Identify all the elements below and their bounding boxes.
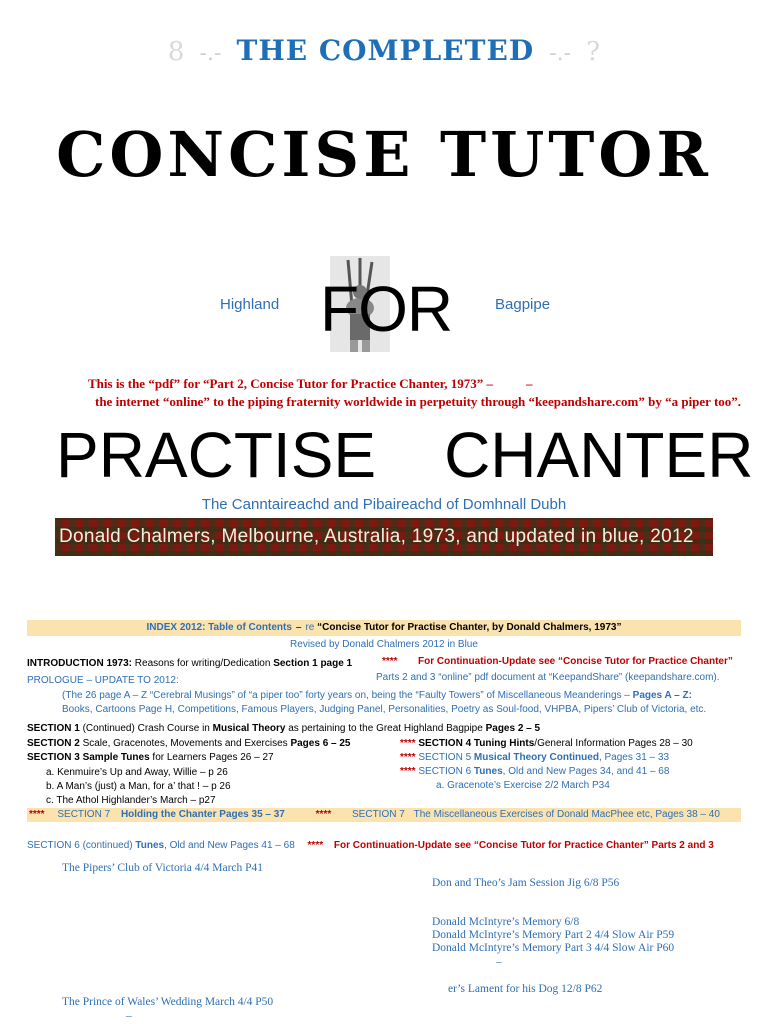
toc-section-5 (400, 752, 669, 763)
tune-mcintyre-3: Donald McIntyre’s Memory Part 3 4/4 Slow Air P60 (432, 942, 675, 954)
toc-s7a-label: SECTION 7 (57, 809, 111, 820)
highland-word: Highland (220, 296, 280, 313)
toc-s3-text: for Learners Pages 26 – 27 (149, 752, 274, 763)
index-re: re (305, 622, 315, 633)
toc-s6b-bold: Tunes (135, 840, 165, 851)
tune-dash-2: – (126, 1010, 132, 1022)
toc-s3-bold: Sample Tunes (79, 752, 150, 763)
toc-s6-label: SECTION 6 (418, 766, 472, 777)
toc-section-7-row (27, 808, 741, 822)
toc-intro-section: Section 1 page 1 (273, 658, 353, 669)
top-title: THE COMPLETED (236, 34, 535, 67)
tune-dash-1: – (496, 956, 502, 968)
toc-s5-label: SECTION 5 (418, 752, 472, 763)
toc-prologue: PROLOGUE – UPDATE TO 2012: (27, 675, 179, 686)
toc-item-c: c. The Athol Highlander’s March – p27 (46, 795, 216, 806)
toc-stars-7b: **** (315, 809, 332, 820)
chanter-subtitle: The Canntaireachd and Pibaireachd of Domhnall Dubh (201, 496, 567, 513)
bagpipe-word: Bagpipe (495, 296, 551, 313)
index-title: “Concise Tutor for Practise Chanter, by Donald Chalmers, 1973” (317, 622, 622, 633)
toc-s4-bold: Tuning Hints (471, 738, 535, 749)
index-header (27, 620, 741, 636)
toc-s6b-text: , Old and New Pages 41 – 68 (164, 840, 295, 851)
intro-note-line1-end: – (526, 376, 533, 391)
toc-prologue-line2: Books, Cartoons Page H, Competitions, Famous Players, Judging Panel, Personalities, Poetry as Soul-food, VHPBA, Pipers’ Club of Victoria, etc. (62, 704, 707, 715)
author-banner (55, 518, 713, 556)
toc-s3-label: SECTION 3 (27, 752, 80, 763)
toc-stars-1: **** (382, 656, 398, 667)
toc-section-6-continued (27, 840, 714, 851)
toc-prologue-text1: (The 26 page A – Z “Cerebral Musings” of “a piper too” forty years on, being the “Faulty Towers” of Miscellaneous Meanderings – (62, 690, 633, 701)
index-revised: Revised by Donald Chalmers 2012 in Blue (290, 639, 478, 650)
toc-s7a-bold: Holding the Chanter Pages 35 – 37 (120, 809, 285, 820)
left-separator: -.- (199, 41, 222, 66)
toc-s1-text-a: (Continued) Crash Course in (79, 723, 213, 734)
toc-item-b: b. A Man’s (just) a Man, for a’ that ! – p 26 (46, 781, 231, 792)
toc-s2-label: SECTION 2 (27, 738, 80, 749)
toc-section-6 (400, 766, 669, 777)
intro-note-line2: the internet “online” to the piping fraternity worldwide in perpetuity through “keepandshare.com” by “a piper too”. (95, 394, 742, 409)
toc-item-a: a. Kenmuire’s Up and Away, Willie – p 26 (46, 767, 228, 778)
for-word: FOR (320, 273, 453, 345)
toc-s6-text: , Old and New Pages 34, and 41 – 68 (502, 766, 670, 777)
toc-intro-label: INTRODUCTION 1973: (27, 658, 133, 669)
toc-s4-text: /General Information Pages 28 – 30 (534, 738, 693, 749)
toc-s5-text: , Pages 31 – 33 (598, 752, 670, 763)
chanter-word-1: PRACTISE (56, 419, 377, 491)
toc-section-2 (27, 738, 351, 749)
toc-stars-4: **** (400, 738, 416, 749)
tune-jam-session: Don and Theo’s Jam Session Jig 6/8 P56 (432, 877, 620, 889)
toc-s4-label: SECTION 4 (418, 738, 472, 749)
toc-section-3 (27, 752, 274, 763)
toc-s7b-bold: The Miscellaneous Exercises (413, 809, 544, 820)
toc-intro-text: Reasons for writing/Dedication (132, 658, 274, 669)
toc-s6b-cont: (continued) (79, 840, 136, 851)
right-separator: -.- (549, 41, 572, 66)
tune-prince-wales: The Prince of Wales’ Wedding March 4/4 P50 (62, 996, 274, 1008)
tune-pipers-club: The Pipers’ Club of Victoria 4/4 March P41 (62, 862, 264, 874)
tune-mcintyre-1: Donald McIntyre’s Memory 6/8 (432, 916, 580, 928)
index-label: INDEX 2012: Table of Contents (146, 622, 292, 633)
tune-mcintyre-2: Donald McIntyre’s Memory Part 2 4/4 Slow Air P59 (432, 929, 675, 941)
toc-continuation-2: For Continuation-Update see “Concise Tutor for Practice Chanter” Parts 2 and 3 (333, 840, 714, 851)
toc-s1-pages: Pages 2 – 5 (485, 723, 541, 734)
toc-s2-text: Scale, Gracenotes, Movements and Exercises (79, 738, 291, 749)
toc-stars-6b: **** (307, 840, 324, 851)
left-glyph: 8 (167, 37, 185, 67)
toc-s6-bold: Tunes (471, 766, 503, 777)
author-banner-text: Donald Chalmers, Melbourne, Australia, 1973, and updated in blue, 2012 (59, 526, 694, 547)
toc-prologue-pages: Pages A – Z: (632, 690, 692, 701)
toc-item-b-sub: a. Gracenote’s Exercise 2/2 March P34 (436, 780, 610, 791)
main-title: CONCISE TUTOR (56, 118, 712, 191)
toc-continuation-1: For Continuation-Update see “Concise Tutor for Practice Chanter” (418, 656, 733, 667)
index-dash: – (295, 622, 302, 633)
top-heading (0, 34, 768, 67)
toc-s7b-label: SECTION 7 (352, 809, 405, 820)
chanter-word-2: CHANTER (444, 419, 754, 491)
toc-parts-note: Parts 2 and 3 “online” pdf document at “KeepandShare” (keepandshare.com). (376, 672, 720, 683)
toc-s1-label: SECTION 1 (27, 723, 80, 734)
tune-lament-dog: er’s Lament for his Dog 12/8 P62 (448, 983, 603, 995)
chanter-title (56, 418, 753, 492)
intro-note-line1: This is the “pdf” for “Part 2, Concise Tutor for Practice Chanter, 1973” – (88, 376, 494, 391)
toc-section-1 (27, 723, 540, 734)
toc-stars-5: **** (400, 752, 416, 763)
toc-s6b-label: SECTION 6 (27, 840, 80, 851)
toc-s2-pages: Pages 6 – 25 (290, 738, 351, 749)
toc-introduction (27, 658, 352, 669)
toc-stars-6: **** (400, 766, 416, 777)
toc-s5-bold: Musical Theory Continued (471, 752, 599, 763)
toc-s1-text-b: as pertaining to the Great Highland Bagpipe (285, 723, 486, 734)
toc-prologue-line1 (62, 690, 692, 701)
toc-s1-bold: Musical Theory (212, 723, 286, 734)
right-glyph: ? (586, 37, 601, 67)
toc-s7b-text: of Donald MacPhee etc, Pages 38 – 40 (543, 809, 720, 820)
toc-stars-7a: **** (29, 809, 45, 820)
toc-section-4 (400, 738, 693, 749)
